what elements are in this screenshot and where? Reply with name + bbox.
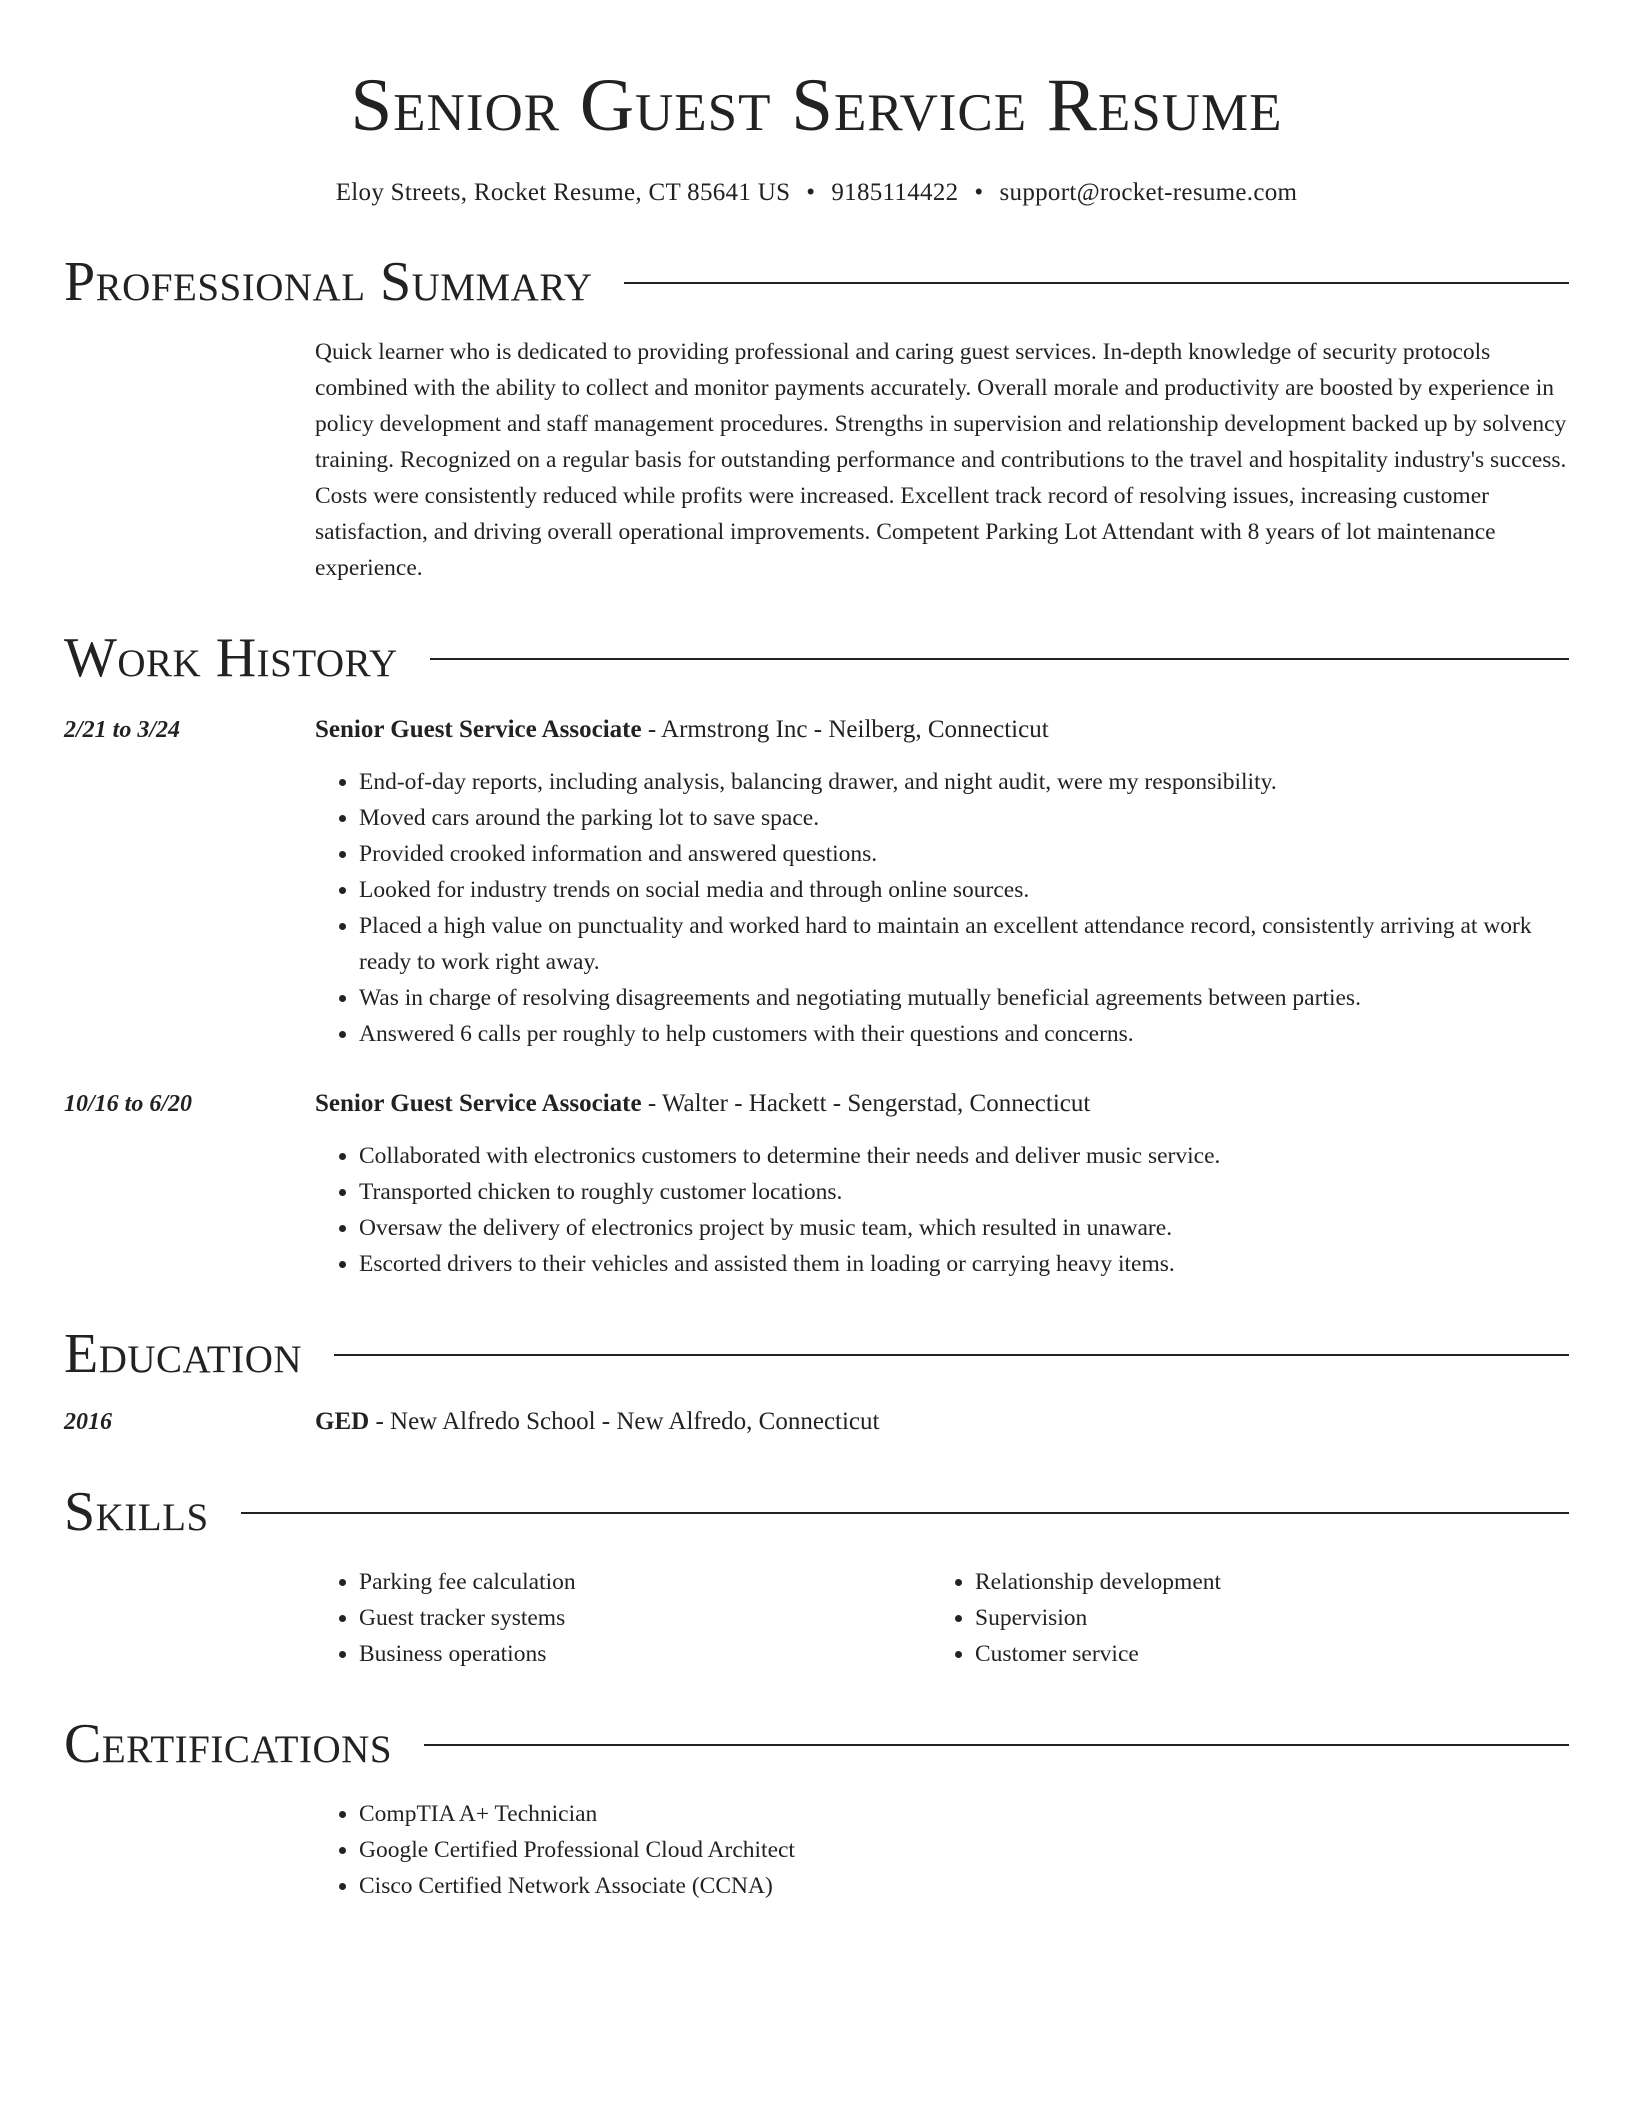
section-divider <box>241 1512 1569 1514</box>
list-item: • Parking fee calculation <box>359 1564 931 1600</box>
section-header-education <box>64 1322 1569 1386</box>
education-entry <box>64 1404 1569 1440</box>
job-dates: 10/16 to 6/20 <box>64 1091 193 1117</box>
job-details: - Walter - Hackett - Sengerstad, Connecticut <box>641 1090 1091 1117</box>
education-role <box>315 1404 1569 1440</box>
list-item: • Relationship development <box>975 1564 1547 1600</box>
list-item: • Business operations <box>359 1636 931 1672</box>
list-item: • Transported chicken to roughly customer locations. <box>359 1174 1569 1210</box>
job-entry <box>64 1086 1569 1282</box>
list-item: • Guest tracker systems <box>359 1600 931 1636</box>
job-role <box>315 712 1569 748</box>
section-title-summary: Professional Summary <box>64 251 593 313</box>
list-item: • Supervision <box>975 1600 1547 1636</box>
section-title-certifications: Certifications <box>64 1713 393 1775</box>
education-body <box>315 1404 1569 1440</box>
list-item: • CompTIA A+ Technician <box>359 1796 1569 1832</box>
resume-title: Senior Guest Service Resume <box>350 64 1283 147</box>
section-divider <box>424 1744 1569 1746</box>
list-item: • Oversaw the delivery of electronics project by music team, which resulted in unaware. <box>359 1210 1569 1246</box>
skills-list <box>315 1564 1569 1672</box>
section-title-education: Education <box>64 1323 303 1385</box>
section-header-work <box>64 626 1569 690</box>
contact-separator: • <box>974 179 984 206</box>
job-bullets <box>315 1138 1569 1282</box>
job-details: - Armstrong Inc - Neilberg, Connecticut <box>641 716 1049 743</box>
job-role <box>315 1086 1569 1122</box>
section-header-certifications <box>64 1712 1569 1776</box>
job-title: Senior Guest Service Associate <box>315 1090 642 1117</box>
section-header-skills <box>64 1480 1569 1544</box>
education-year: 2016 <box>64 1409 112 1435</box>
job-bullets <box>315 764 1569 1052</box>
summary-text: Quick learner who is dedicated to providing professional and caring guest services. In-depth knowledge of security protocols combined with the ability to collect and monitor payments accurately. Overall morale and productivity are boosted by experience in policy development and staff management procedures. Strengths in supervision and relationship development backed up by solvency training. Recognized on a regular basis for outstanding performance and contributions to the travel and hospitality industry's success. Costs were consistently reduced while profits were increased. Excellent track record of resolving issues, increasing customer satisfaction, and driving overall operational improvements. Competent Parking Lot Attendant with 8 years of lot maintenance experience. <box>315 339 1567 581</box>
list-item: • Moved cars around the parking lot to save space. <box>359 800 1569 836</box>
list-item: • Placed a high value on punctuality and worked hard to maintain an excellent attendance record, consistently arriving at work ready to work right away. <box>359 908 1569 980</box>
education-degree: GED <box>315 1408 370 1435</box>
job-title: Senior Guest Service Associate <box>315 716 642 743</box>
section-header-summary <box>64 250 1569 314</box>
contact-separator: • <box>806 179 816 206</box>
list-item: • Cisco Certified Network Associate (CCNA) <box>359 1868 1569 1904</box>
job-body <box>315 1086 1569 1282</box>
list-item: • Collaborated with electronics customers to determine their needs and deliver music service. <box>359 1138 1569 1174</box>
job-dates: 2/21 to 3/24 <box>64 717 181 743</box>
section-title-work: Work History <box>64 627 398 689</box>
contact-phone: 9185114422 <box>831 179 959 206</box>
job-entry <box>64 712 1569 1052</box>
certifications-list <box>315 1796 1569 1904</box>
contact-email[interactable]: support@rocket-resume.com <box>999 179 1298 206</box>
job-body <box>315 712 1569 1052</box>
section-title-skills: Skills <box>64 1481 209 1543</box>
skills-column-right <box>931 1564 1547 1672</box>
list-item: • Escorted drivers to their vehicles and assisted them in loading or carrying heavy items. <box>359 1246 1569 1282</box>
skills-column-left <box>315 1564 931 1672</box>
section-divider <box>334 1354 1569 1356</box>
list-item: • Google Certified Professional Cloud Architect <box>359 1832 1569 1868</box>
list-item: • Was in charge of resolving disagreements and negotiating mutually beneficial agreements between parties. <box>359 980 1569 1016</box>
certifications-items <box>315 1796 1569 1904</box>
list-item: • Answered 6 calls per roughly to help customers with their questions and concerns. <box>359 1016 1569 1052</box>
section-divider <box>430 658 1569 660</box>
education-details: - New Alfredo School - New Alfredo, Connecticut <box>369 1408 880 1435</box>
section-divider <box>624 282 1569 284</box>
contact-line <box>64 176 1569 210</box>
list-item: • End-of-day reports, including analysis, balancing drawer, and night audit, were my responsibility. <box>359 764 1569 800</box>
list-item: • Customer service <box>975 1636 1547 1672</box>
list-item: • Looked for industry trends on social media and through online sources. <box>359 872 1569 908</box>
contact-address: Eloy Streets, Rocket Resume, CT 85641 US <box>335 179 791 206</box>
list-item: • Provided crooked information and answered questions. <box>359 836 1569 872</box>
